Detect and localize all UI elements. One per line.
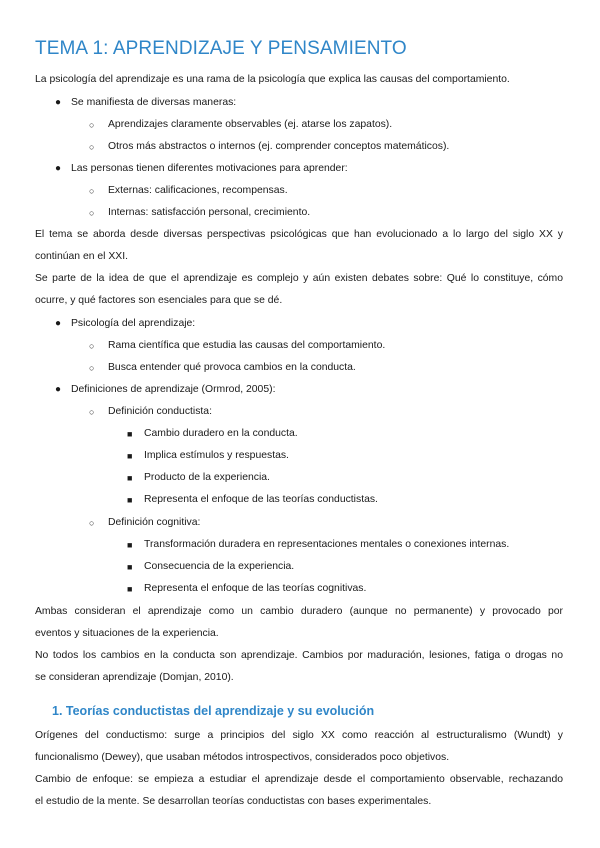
list-item: Definición cognitiva:: [108, 517, 201, 528]
bullet-level3-icon: ■: [127, 562, 133, 572]
bullet-level2-icon: ○: [89, 518, 95, 528]
paragraph-line: funcionalismo (Dewey), que usaban métodos introspectivos, considerados poco objetivos.: [35, 752, 450, 763]
intro-paragraph: La psicología del aprendizaje es una rama de la psicología que explica las causas del comportamiento.: [35, 74, 510, 85]
list-item: Busca entender qué provoca cambios en la conducta.: [108, 362, 356, 373]
list-item: Internas: satisfacción personal, crecimiento.: [108, 207, 311, 218]
list-item: Otros más abstractos o internos (ej. comprender conceptos matemáticos).: [108, 141, 450, 152]
list-item: Representa el enfoque de las teorías cognitivas.: [144, 583, 367, 594]
list-item: Transformación duradera en representaciones mentales o conexiones internas.: [144, 539, 510, 550]
page-title: TEMA 1: APRENDIZAJE Y PENSAMIENTO: [35, 38, 407, 59]
paragraph-line: El tema se aborda desde diversas perspectivas psicológicas que han evolucionado a lo largo del siglo XX y: [35, 229, 563, 240]
bullet-level1-icon: ●: [55, 163, 62, 174]
paragraph-line: ocurre, y qué factores son esenciales para que se dé.: [35, 295, 283, 306]
bullet-level3-icon: ■: [127, 429, 133, 439]
list-item: Definición conductista:: [108, 406, 212, 417]
bullet-level1-icon: ●: [55, 384, 62, 395]
bullet-level2-icon: ○: [89, 363, 95, 373]
paragraph-line: Ambas consideran el aprendizaje como un cambio duradero (aunque no permanente) y provocado por: [35, 606, 563, 617]
bullet-level2-icon: ○: [89, 142, 95, 152]
list-item: Cambio duradero en la conducta.: [144, 428, 298, 439]
bullet-level3-icon: ■: [127, 540, 133, 550]
paragraph-line: eventos y situaciones de la experiencia.: [35, 628, 219, 639]
bullet-level3-icon: ■: [127, 473, 133, 483]
list-item: Aprendizajes claramente observables (ej. atarse los zapatos).: [108, 119, 393, 130]
list-item: Externas: calificaciones, recompensas.: [108, 185, 288, 196]
bullet-level2-icon: ○: [89, 407, 95, 417]
list-item: Representa el enfoque de las teorías conductistas.: [144, 494, 378, 505]
paragraph-line: Orígenes del conductismo: surge a principios del siglo XX como reacción al estructuralismo (Wundt) y: [35, 730, 563, 741]
list-item: Producto de la experiencia.: [144, 472, 270, 483]
bullet-level2-icon: ○: [89, 120, 95, 130]
list-item: Definiciones de aprendizaje (Ormrod, 2005):: [71, 384, 276, 395]
list-item: Psicología del aprendizaje:: [71, 318, 196, 329]
section-heading: 1. Teorías conductistas del aprendizaje y su evolución: [52, 704, 375, 718]
list-item: Se manifiesta de diversas maneras:: [71, 97, 237, 108]
bullet-level3-icon: ■: [127, 584, 133, 594]
bullet-level3-icon: ■: [127, 451, 133, 461]
bullet-level2-icon: ○: [89, 208, 95, 218]
paragraph-line: Cambio de enfoque: se empieza a estudiar el aprendizaje desde el comportamiento observable, rechazando: [35, 774, 563, 785]
paragraph-line: el estudio de la mente. Se desarrollan teorías conductistas con bases experimentales.: [35, 796, 432, 807]
list-item: Las personas tienen diferentes motivaciones para aprender:: [71, 163, 348, 174]
bullet-level3-icon: ■: [127, 495, 133, 505]
list-item: Rama científica que estudia las causas del comportamiento.: [108, 340, 386, 351]
paragraph-line: se consideran aprendizaje (Domjan, 2010).: [35, 672, 234, 683]
list-item: Consecuencia de la experiencia.: [144, 561, 295, 572]
paragraph-line: continúan en el XXI.: [35, 251, 129, 262]
list-item: Implica estímulos y respuestas.: [144, 450, 289, 461]
bullet-level1-icon: ●: [55, 318, 62, 329]
bullet-level1-icon: ●: [55, 97, 62, 108]
bullet-level2-icon: ○: [89, 341, 95, 351]
paragraph-line: Se parte de la idea de que el aprendizaje es complejo y aún existen debates sobre: Qué lo constituye, cómo: [35, 273, 563, 284]
paragraph-line: No todos los cambios en la conducta son aprendizaje. Cambios por maduración, lesiones, fatiga o drogas no: [35, 650, 563, 661]
bullet-level2-icon: ○: [89, 186, 95, 196]
